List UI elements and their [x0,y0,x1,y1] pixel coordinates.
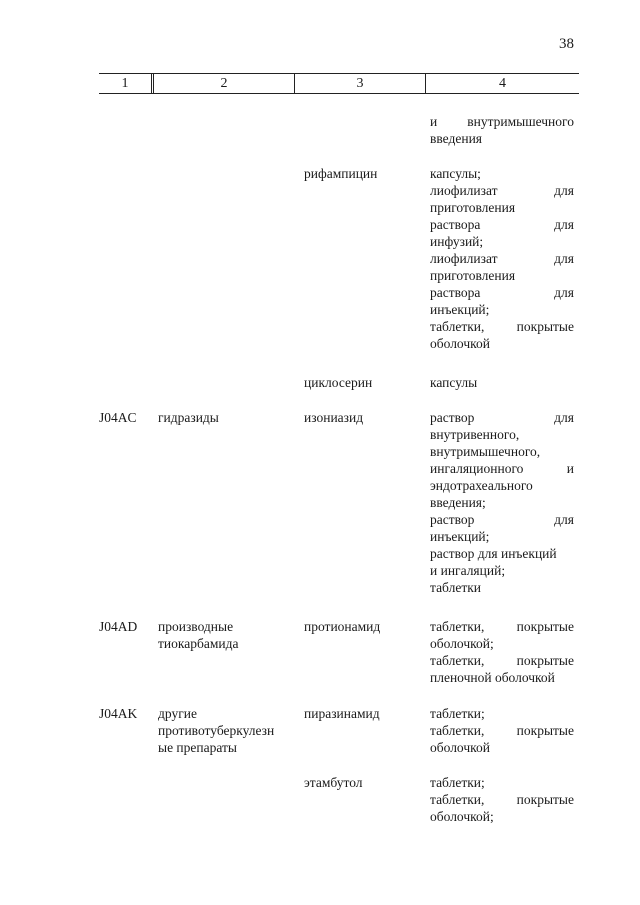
group-name: гидразиды [158,410,219,425]
form-line: лиофилизат для [430,251,574,266]
drug-name: изониазид [304,410,364,425]
form-line: оболочкой; [430,636,494,651]
column-divider [151,74,152,93]
form-line: введения [430,131,483,146]
form-line: внутримышечного, [430,444,541,459]
dosage-forms [430,113,574,147]
form-line: инъекций; [430,529,490,544]
dosage-forms [430,774,574,825]
form-line: капсулы; [430,166,481,181]
dosage-forms [430,618,574,686]
form-line: таблетки, покрытые [430,619,574,634]
form-line: таблетки; [430,775,485,790]
group-name: производные тиокарбамида [158,619,239,651]
column-header-4: 4 [499,76,506,91]
drug-name: циклосерин [304,375,373,390]
form-line: раствора для [430,285,574,300]
form-line: и внутримышечного [430,114,574,129]
form-line: раствора для [430,217,574,232]
drug-name: рифампицин [304,166,378,181]
dosage-forms [430,409,574,596]
drug-name: протионамид [304,619,381,634]
table-header-row [99,73,579,94]
form-line: капсулы [430,375,478,390]
form-line: и ингаляций; [430,563,506,578]
form-line: оболочкой; [430,809,494,824]
form-line: таблетки, покрытые [430,319,574,334]
form-line: раствор для [430,410,574,425]
form-line: инфузий; [430,234,484,249]
form-line: внутривенного, [430,427,520,442]
column-header-3: 3 [356,76,364,91]
drug-name: пиразинамид [304,706,380,721]
form-line: приготовления [430,200,516,215]
column-header-2: 2 [220,76,228,91]
form-line: раствор для [430,512,574,527]
form-line: таблетки [430,580,482,595]
form-line: оболочкой [430,336,490,351]
form-line: лиофилизат для [430,183,574,198]
form-line: оболочкой [430,740,490,755]
column-header-1: 1 [121,76,129,91]
page-number: 38 [559,36,574,52]
atc-code: J04AC [99,410,137,425]
form-line: пленочной оболочкой [430,670,555,685]
atc-code: J04AD [99,619,138,634]
form-line: таблетки, покрытые [430,792,574,807]
form-line: инъекций; [430,302,490,317]
dosage-forms [430,705,574,756]
form-line: таблетки; [430,706,485,721]
form-line: ингаляционного и [430,461,574,476]
form-line: таблетки, покрытые [430,723,574,738]
form-line: приготовления [430,268,516,283]
atc-code: J04AK [99,706,138,721]
form-line: раствор для инъекций [430,546,557,561]
dosage-forms [430,374,574,391]
form-line: таблетки, покрытые [430,653,574,668]
form-line: введения; [430,495,486,510]
form-line: эндотрахеального [430,478,533,493]
group-name: другие противотуберкулезн ые препараты [158,706,275,755]
drug-name: этамбутол [304,775,363,790]
dosage-forms [430,165,574,352]
